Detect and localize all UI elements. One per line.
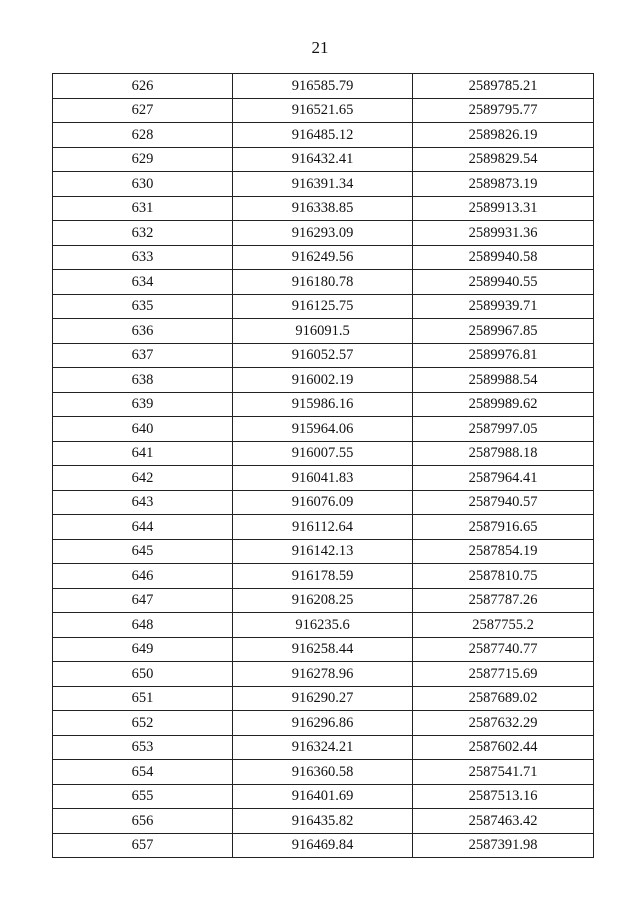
point-number-cell: 654 bbox=[53, 760, 233, 785]
point-number-cell: 657 bbox=[53, 833, 233, 858]
x-coordinate-cell: 916178.59 bbox=[233, 564, 413, 589]
x-coordinate-cell: 916432.41 bbox=[233, 147, 413, 172]
table-row bbox=[53, 221, 594, 246]
y-coordinate-cell: 2589989.62 bbox=[413, 392, 594, 417]
table-row bbox=[53, 392, 594, 417]
point-number-cell: 638 bbox=[53, 368, 233, 393]
y-coordinate-cell: 2589873.19 bbox=[413, 172, 594, 197]
x-coordinate-cell: 916235.6 bbox=[233, 613, 413, 638]
y-coordinate-cell: 2589967.85 bbox=[413, 319, 594, 344]
point-number-cell: 646 bbox=[53, 564, 233, 589]
table-row bbox=[53, 564, 594, 589]
y-coordinate-cell: 2587964.41 bbox=[413, 466, 594, 491]
table-row bbox=[53, 123, 594, 148]
x-coordinate-cell: 916052.57 bbox=[233, 343, 413, 368]
point-number-cell: 655 bbox=[53, 784, 233, 809]
y-coordinate-cell: 2587715.69 bbox=[413, 662, 594, 687]
y-coordinate-cell: 2587541.71 bbox=[413, 760, 594, 785]
y-coordinate-cell: 2589940.58 bbox=[413, 245, 594, 270]
point-number-cell: 642 bbox=[53, 466, 233, 491]
x-coordinate-cell: 916290.27 bbox=[233, 686, 413, 711]
table-row bbox=[53, 319, 594, 344]
y-coordinate-cell: 2587787.26 bbox=[413, 588, 594, 613]
table-row bbox=[53, 417, 594, 442]
table-row bbox=[53, 809, 594, 834]
y-coordinate-cell: 2587940.57 bbox=[413, 490, 594, 515]
x-coordinate-cell: 916076.09 bbox=[233, 490, 413, 515]
point-number-cell: 628 bbox=[53, 123, 233, 148]
y-coordinate-cell: 2587391.98 bbox=[413, 833, 594, 858]
y-coordinate-cell: 2587916.65 bbox=[413, 515, 594, 540]
x-coordinate-cell: 916391.34 bbox=[233, 172, 413, 197]
x-coordinate-cell: 916469.84 bbox=[233, 833, 413, 858]
x-coordinate-cell: 916278.96 bbox=[233, 662, 413, 687]
table-row bbox=[53, 833, 594, 858]
point-number-cell: 639 bbox=[53, 392, 233, 417]
y-coordinate-cell: 2589988.54 bbox=[413, 368, 594, 393]
table-row bbox=[53, 74, 594, 99]
coordinates-table bbox=[52, 73, 594, 858]
table-row bbox=[53, 735, 594, 760]
point-number-cell: 653 bbox=[53, 735, 233, 760]
x-coordinate-cell: 915986.16 bbox=[233, 392, 413, 417]
x-coordinate-cell: 916041.83 bbox=[233, 466, 413, 491]
y-coordinate-cell: 2587463.42 bbox=[413, 809, 594, 834]
table-row bbox=[53, 711, 594, 736]
x-coordinate-cell: 916002.19 bbox=[233, 368, 413, 393]
point-number-cell: 656 bbox=[53, 809, 233, 834]
x-coordinate-cell: 916091.5 bbox=[233, 319, 413, 344]
x-coordinate-cell: 916180.78 bbox=[233, 270, 413, 295]
table-row bbox=[53, 490, 594, 515]
y-coordinate-cell: 2587602.44 bbox=[413, 735, 594, 760]
table-row bbox=[53, 784, 594, 809]
point-number-cell: 636 bbox=[53, 319, 233, 344]
table-body bbox=[53, 74, 594, 858]
point-number-cell: 651 bbox=[53, 686, 233, 711]
table-row bbox=[53, 147, 594, 172]
point-number-cell: 632 bbox=[53, 221, 233, 246]
point-number-cell: 644 bbox=[53, 515, 233, 540]
x-coordinate-cell: 916007.55 bbox=[233, 441, 413, 466]
y-coordinate-cell: 2589829.54 bbox=[413, 147, 594, 172]
point-number-cell: 626 bbox=[53, 74, 233, 99]
x-coordinate-cell: 916208.25 bbox=[233, 588, 413, 613]
table-row bbox=[53, 196, 594, 221]
y-coordinate-cell: 2589939.71 bbox=[413, 294, 594, 319]
x-coordinate-cell: 916485.12 bbox=[233, 123, 413, 148]
y-coordinate-cell: 2589931.36 bbox=[413, 221, 594, 246]
table-row bbox=[53, 613, 594, 638]
point-number-cell: 630 bbox=[53, 172, 233, 197]
page-number: 21 bbox=[311, 38, 329, 57]
point-number-cell: 641 bbox=[53, 441, 233, 466]
point-number-cell: 629 bbox=[53, 147, 233, 172]
x-coordinate-cell: 916249.56 bbox=[233, 245, 413, 270]
x-coordinate-cell: 916296.86 bbox=[233, 711, 413, 736]
x-coordinate-cell: 916112.64 bbox=[233, 515, 413, 540]
point-number-cell: 643 bbox=[53, 490, 233, 515]
x-coordinate-cell: 916125.75 bbox=[233, 294, 413, 319]
y-coordinate-cell: 2589785.21 bbox=[413, 74, 594, 99]
x-coordinate-cell: 916435.82 bbox=[233, 809, 413, 834]
point-number-cell: 650 bbox=[53, 662, 233, 687]
table-row bbox=[53, 343, 594, 368]
y-coordinate-cell: 2587854.19 bbox=[413, 539, 594, 564]
point-number-cell: 627 bbox=[53, 98, 233, 123]
table-row bbox=[53, 441, 594, 466]
table-row bbox=[53, 637, 594, 662]
table-row bbox=[53, 515, 594, 540]
x-coordinate-cell: 916585.79 bbox=[233, 74, 413, 99]
point-number-cell: 633 bbox=[53, 245, 233, 270]
table-row bbox=[53, 294, 594, 319]
point-number-cell: 648 bbox=[53, 613, 233, 638]
point-number-cell: 634 bbox=[53, 270, 233, 295]
point-number-cell: 637 bbox=[53, 343, 233, 368]
y-coordinate-cell: 2589795.77 bbox=[413, 98, 594, 123]
table-row bbox=[53, 686, 594, 711]
x-coordinate-cell: 916521.65 bbox=[233, 98, 413, 123]
point-number-cell: 640 bbox=[53, 417, 233, 442]
table-row bbox=[53, 368, 594, 393]
point-number-cell: 631 bbox=[53, 196, 233, 221]
table-row bbox=[53, 245, 594, 270]
x-coordinate-cell: 916142.13 bbox=[233, 539, 413, 564]
point-number-cell: 649 bbox=[53, 637, 233, 662]
y-coordinate-cell: 2587740.77 bbox=[413, 637, 594, 662]
x-coordinate-cell: 915964.06 bbox=[233, 417, 413, 442]
table-row bbox=[53, 98, 594, 123]
point-number-cell: 647 bbox=[53, 588, 233, 613]
x-coordinate-cell: 916324.21 bbox=[233, 735, 413, 760]
y-coordinate-cell: 2589826.19 bbox=[413, 123, 594, 148]
y-coordinate-cell: 2587689.02 bbox=[413, 686, 594, 711]
table-row bbox=[53, 270, 594, 295]
table-row bbox=[53, 466, 594, 491]
y-coordinate-cell: 2587988.18 bbox=[413, 441, 594, 466]
point-number-cell: 635 bbox=[53, 294, 233, 319]
y-coordinate-cell: 2587513.16 bbox=[413, 784, 594, 809]
y-coordinate-cell: 2587632.29 bbox=[413, 711, 594, 736]
y-coordinate-cell: 2589940.55 bbox=[413, 270, 594, 295]
table-row bbox=[53, 172, 594, 197]
x-coordinate-cell: 916360.58 bbox=[233, 760, 413, 785]
point-number-cell: 652 bbox=[53, 711, 233, 736]
point-number-cell: 645 bbox=[53, 539, 233, 564]
table-row bbox=[53, 588, 594, 613]
y-coordinate-cell: 2587810.75 bbox=[413, 564, 594, 589]
y-coordinate-cell: 2589913.31 bbox=[413, 196, 594, 221]
x-coordinate-cell: 916293.09 bbox=[233, 221, 413, 246]
x-coordinate-cell: 916258.44 bbox=[233, 637, 413, 662]
y-coordinate-cell: 2589976.81 bbox=[413, 343, 594, 368]
table-row bbox=[53, 760, 594, 785]
x-coordinate-cell: 916401.69 bbox=[233, 784, 413, 809]
y-coordinate-cell: 2587755.2 bbox=[413, 613, 594, 638]
x-coordinate-cell: 916338.85 bbox=[233, 196, 413, 221]
y-coordinate-cell: 2587997.05 bbox=[413, 417, 594, 442]
table-row bbox=[53, 539, 594, 564]
table-row bbox=[53, 662, 594, 687]
